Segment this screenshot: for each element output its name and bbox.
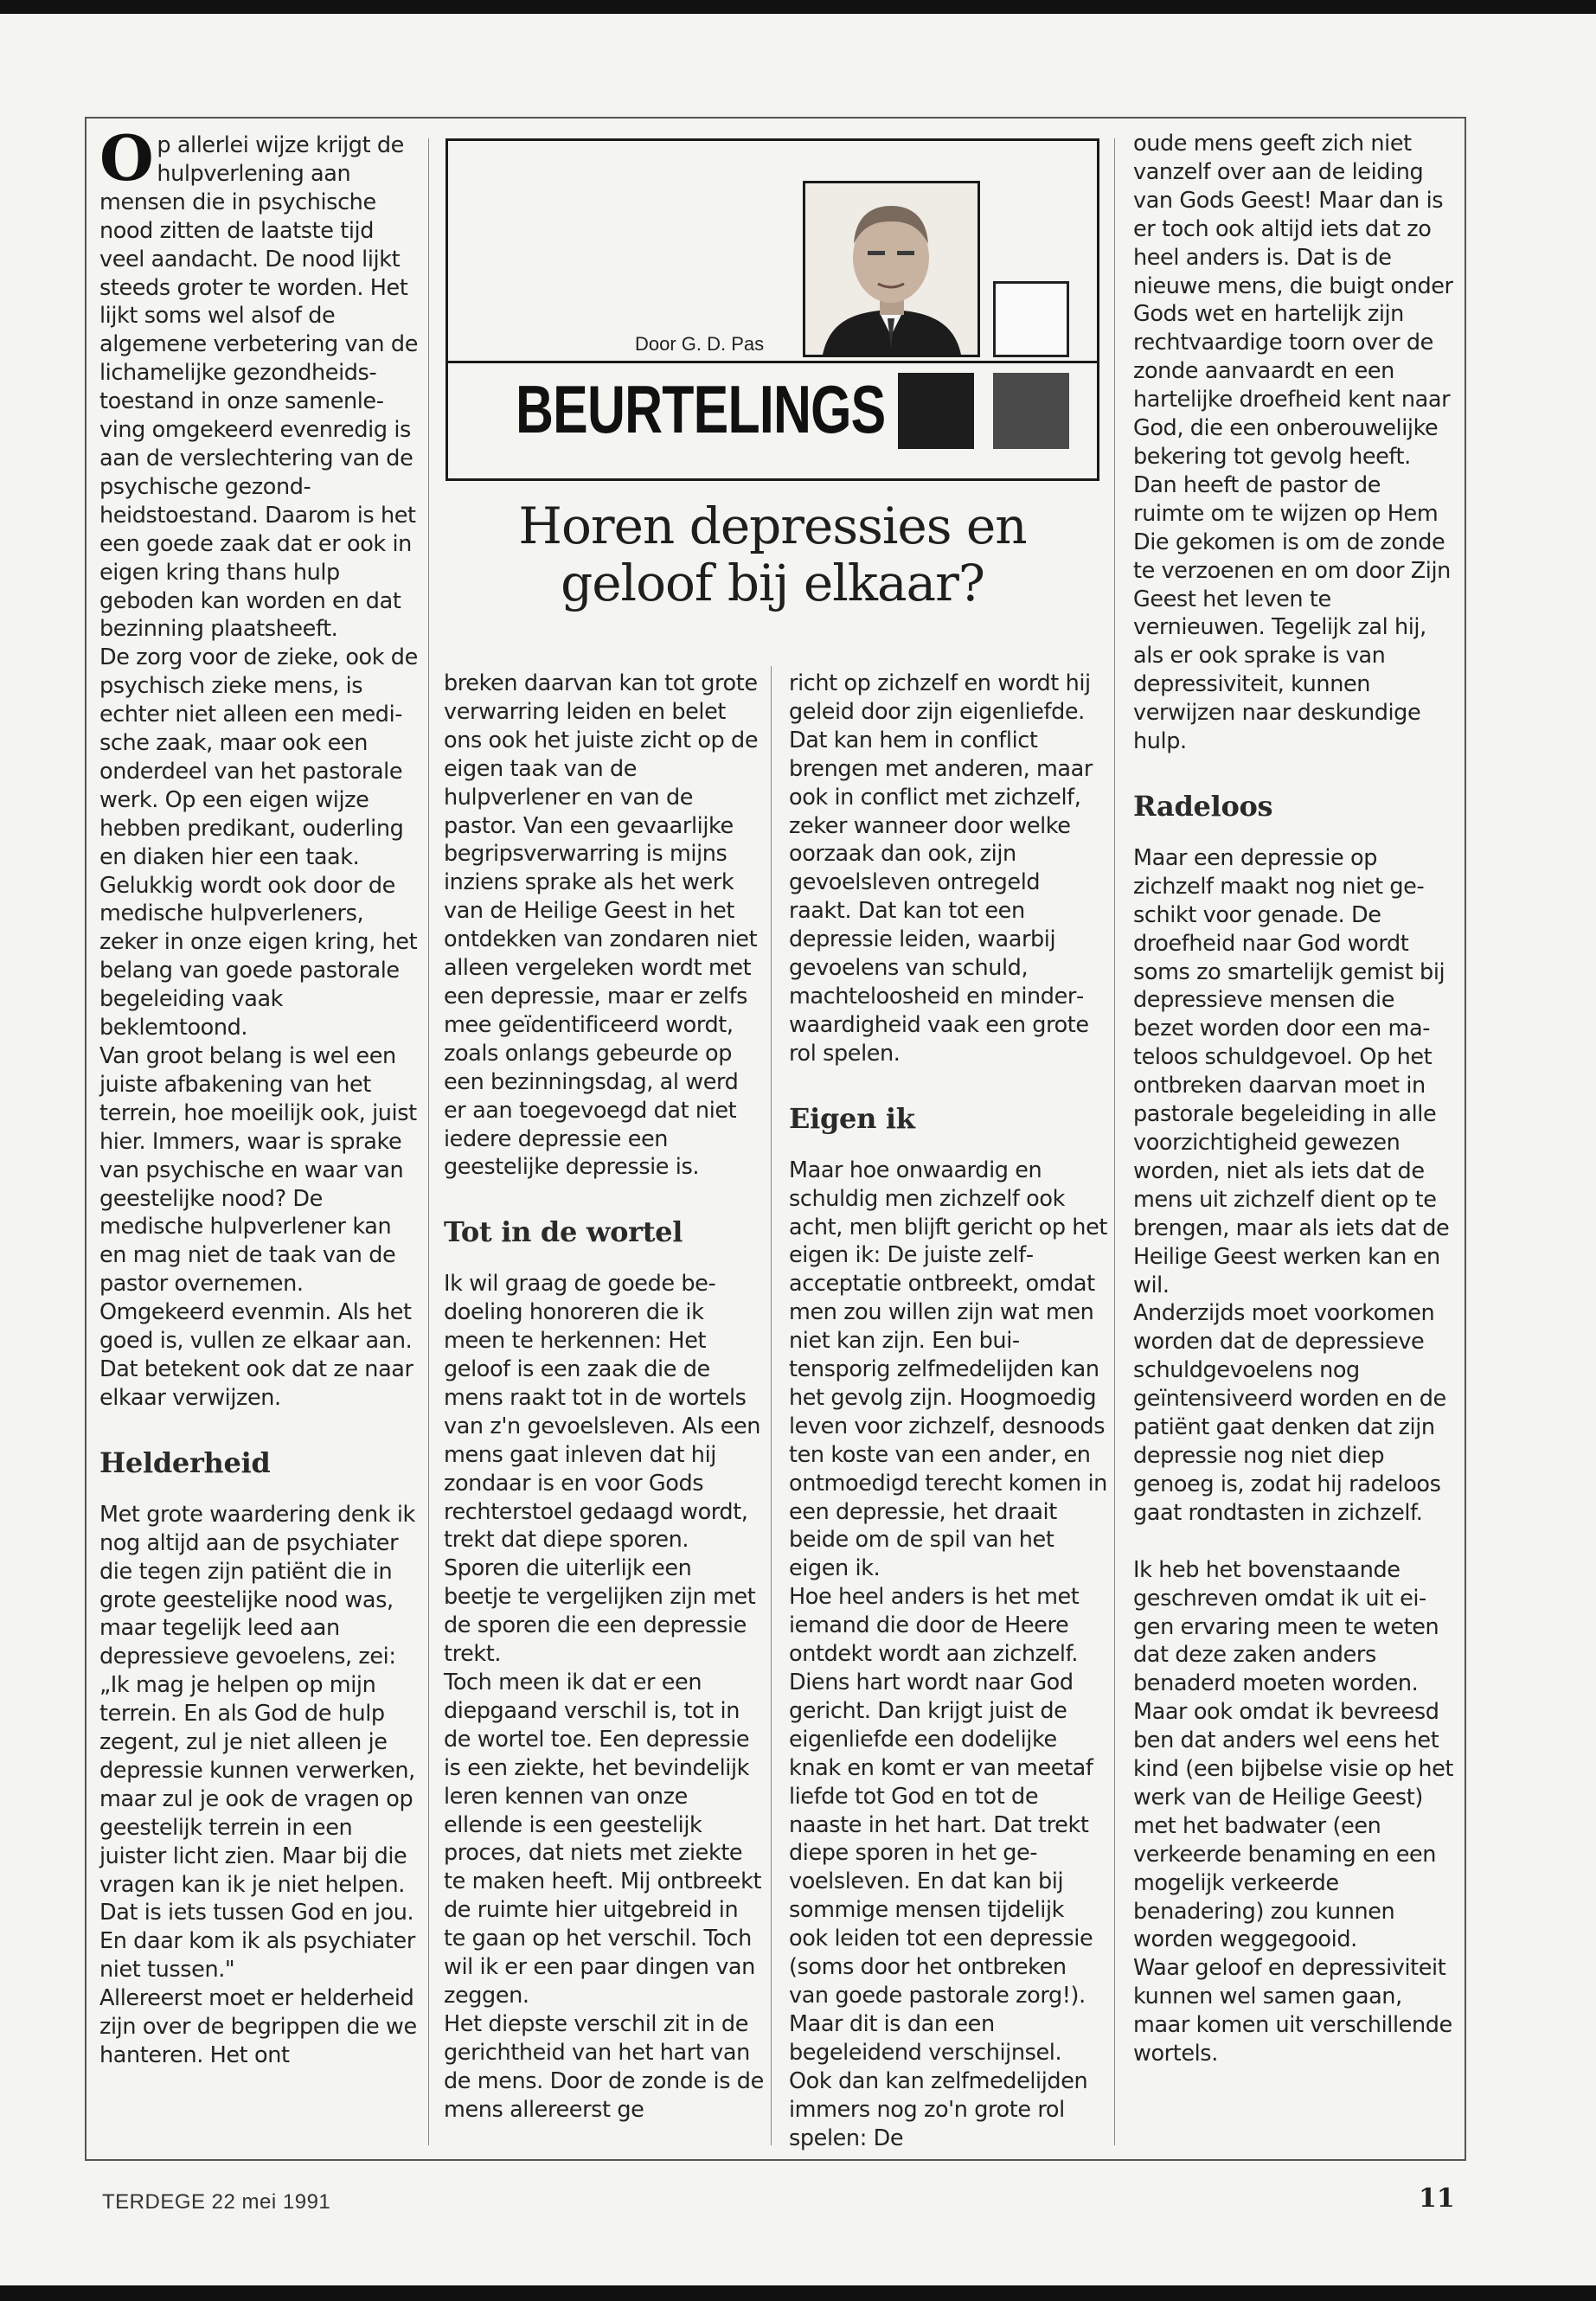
header-rule [448, 361, 1097, 363]
publication-footer: TERDEGE 22 mei 1991 [102, 2190, 331, 2214]
bottom-edge-bar [0, 2285, 1596, 2301]
article-column-4 [1133, 130, 1458, 2068]
byline: Door G. D. Pas [635, 333, 765, 355]
body-paragraph: Toch meen ik dat er een diepgaand verschil is, tot in de wortel toe. Een depressie is een ziekte, het bevindelijk leren kennen van onze ellende is een geestelijk proces, dat niets met ziekte te maken heeft. Mij ontbreekt de ruimte hier uitgebreid in te gaan op het verschil. Toch wil ik er een paar dingen van zeggen. [444, 1670, 762, 2009]
body-paragraph: Ik wil graag de goede bedoeling honoreren die ik meen te herkennen: Het geloof is een zaak die de mens raakt tot in de wortels van z'n gevoelsleven. Als een mens gaat inleven dat hij zondaar is en voor Gods rechterstoel gedaagd wordt, trekt dat diepe sporen. Sporen die uiterlijk een beetje te vergelijken zijn met de sporen die een depressie trekt. [444, 1271, 761, 1668]
section-heading: Tot in de wortel [444, 1215, 683, 1249]
column-divider [428, 138, 429, 2145]
author-photo [803, 181, 980, 357]
column-divider [771, 666, 772, 2145]
body-paragraph: Ik heb het bovenstaande geschreven omdat ik uit eigen ervaring meen te weten dat deze zaken anders benaderd moeten worden. Maar ook omdat ik bevreesd ben dat anders wel eens het kind (een bijbelse visie op het werk van de Heilige Geest) met het badwater (een verkeerde benaming en een mogelijk verkeerde benadering) zou kunnen worden weggegooid. [1133, 1556, 1453, 1953]
section-heading: Helderheid [99, 1445, 271, 1479]
body-paragraph: richt op zichzelf en wordt hij geleid door zijn eigenliefde. Dat kan hem in conflict brengen met anderen, maar ook in conflict met zichzelf, zeker wanneer door welke oorzaak dan ook, zijn gevoelsleven ontregeld raakt. Dat kan tot een depressie leiden, waarbij gevoelens van schuld, machteloosheid en minderwaardigheid vaak een grote rol spelen. [789, 670, 1093, 1067]
article-column-1 [99, 121, 420, 2070]
body-paragraph: Hoe heel anders is het met iemand die door de Heere ontdekt wordt aan zichzelf. Diens hart wordt naar God gericht. Dan krijgt juist de eigenliefde een dodelijke knak en komt er van meetaf liefde tot God en tot de naaste in het hart. Dat trekt diepe sporen in het gevoelsleven. En dat kan bij sommige mensen tijdelijk ook leiden tot een depressie (soms door het ontbreken van goede pastorale zorg!). Maar dit is dan een begeleidend verschijnsel. Ook dan kan zelfmedelijden immers nog zo'n grote rol spelen: De [789, 1584, 1093, 2151]
body-paragraph: Allereerst moet er helderheid zijn over de begrippen die we hanteren. Het ont [99, 1985, 417, 2068]
intro-paragraph: Op allerlei wijze krijgt de hulpverlening aan mensen die in psychische nood zitten de laatste tijd veel aandacht. De nood lijkt steeds groter te worden. Het lijkt soms wel alsof de algemene verbetering van de lichamelijke gezondheidstoestand in onze samenleving omgekeerd evenredig is aan de verslechtering van de psychische gezondheidstoestand. Daarom is het een goede zaak dat er ook in eigen kring thans hulp geboden kan worden en dat bezinning plaatsheeft. [99, 121, 418, 643]
body-paragraph: breken daarvan kan tot grote verwarring leiden en belet ons ook het juiste zicht op de eigen taak van de hulpverlener en van de pastor. Van een gevaarlijke begripsverwarring is mijns inziens sprake als het werk van de Heilige Geest in het ontdekken van zondaren niet alleen vergeleken wordt met een depressie, maar er zelfs mee geïdentificeerd wordt, zoals onlangs gebeurde op een bezinningsdag, al werd er aan toegevoegd dat niet iedere depressie een geestelijke depressie is. [444, 670, 759, 1181]
body-paragraph: De zorg voor de zieke, ook de psychisch zieke mens, is echter niet alleen een medische zaak, maar ook een onderdeel van het pastorale werk. Op een eigen wijze hebben predikant, ouderling en diaken hier een taak. Gelukkig wordt ook door de medische hulpverleners, zeker in onze eigen kring, het belang van goede pastorale begeleiding vaak beklemtoond. [99, 644, 418, 1042]
body-paragraph: Van groot belang is wel een juiste afbakening van het terrein, hoe moeilijk ook, juist hier. Immers, waar is sprake van psychische en waar van geestelijke nood? De medische hulpverlener kan en mag niet de taak van de pastor overnemen. Omgekeerd evenmin. Als het goed is, vullen ze elkaar aan. Dat betekent ook dat ze naar elkaar verwijzen. [99, 1043, 417, 1411]
body-paragraph: Het diepste verschil zit in de gerichtheid van het hart van de mens. Door de zonde is de mens allereerst ge [444, 2010, 764, 2123]
drop-cap: O [99, 121, 154, 195]
decorative-square-dark [898, 373, 974, 449]
article-column-3 [789, 670, 1109, 2152]
decorative-square-outline [993, 281, 1069, 357]
body-paragraph: Maar een depressie op zichzelf maakt nog niet geschikt voor genade. De droefheid naar God wordt soms zo smartelijk gemist bij depressieve mensen die bezet worden door een mateloos schuldgevoel. Op het ontbreken daarvan moet in pastorale begeleiding in alle voorzichtigheid gewezen worden, niet als iets dat de mens uit zichzelf dient op te brengen, maar als iets dat de Heilige Geest werken kan en wil. [1133, 844, 1450, 1298]
decorative-square-grey [993, 373, 1069, 449]
section-heading: Eigen ik [789, 1101, 915, 1135]
headline-line: Horen depressies en [518, 497, 1027, 555]
headline-line: geloof bij elkaar? [561, 554, 984, 612]
body-paragraph: oude mens geeft zich niet vanzelf over aan de leiding van Gods Geest! Maar dan is er toch ook altijd iets dat zo heel anders is. Dat is de nieuwe mens, die buigt onder Gods wet en hartelijk zijn rechtvaardige toorn over de zonde aanvaardt en een hartelijke droefheid kent naar God, die een onberouwelijke bekering tot gevolg heeft. [1133, 131, 1453, 470]
paragraph-gap [1133, 1528, 1458, 1556]
section-heading: Radeloos [1133, 789, 1273, 823]
body-paragraph: Waar geloof en depressiviteit kunnen wel samen gaan, maar komen uit verschillende wortels. [1133, 1955, 1452, 2067]
body-paragraph: Met grote waardering denk ik nog altijd aan de psychiater die tegen zijn patiënt die in grote geestelijke nood was, maar tegelijk leed aan depressieve gevoelens, zei: „Ik mag je helpen op mijn terrein. En als God de hulp zegent, zul je niet alleen je depressie kunnen verwerken, maar zul je ook de vragen op geestelijk terrein in een juister licht zien. Maar bij die vragen kan ik je niet helpen. Dat is iets tussen God en jou. En daar kom ik als psychiater niet tussen." [99, 1501, 415, 1984]
article-headline [445, 497, 1099, 612]
article-column-2 [444, 670, 764, 2125]
column-divider [1114, 138, 1115, 2145]
body-paragraph: Maar hoe onwaardig en schuldig men zichzelf ook acht, men blijft gericht op het eigen ik: De juiste zelfacceptatie ontbreekt, omdat men zou willen zijn wat men niet kan zijn. Een buitensporig zelfmedelijden kan het gevolg zijn. Hoogmoedig leven voor zichzelf, desnoods ten koste van een ander, en ontmoedigd terecht komen in een depressie, het draait beide om de spil van het eigen ik. [789, 1157, 1107, 1582]
column-header-box [445, 138, 1099, 481]
body-paragraph: Anderzijds moet voorkomen worden dat de depressieve schuldgevoelens nog geïntensiveerd worden en de patiënt gaat denken dat zijn depressie nog niet diep genoeg is, zodat hij radeloos gaat rondtasten in zichzelf. [1133, 1300, 1446, 1526]
column-kicker: BEURTELINGS [516, 371, 886, 447]
top-edge-bar [0, 0, 1596, 14]
page-number: 11 [1419, 2183, 1455, 2214]
body-paragraph: Dan heeft de pastor de ruimte om te wijzen op Hem Die gekomen is om de zonde te verzoenen en om door Zijn Geest het leven te vernieuwen. Tegelijk zal hij, als er ook sprake is van depressiviteit, kunnen verwijzen naar deskundige hulp. [1133, 471, 1451, 755]
